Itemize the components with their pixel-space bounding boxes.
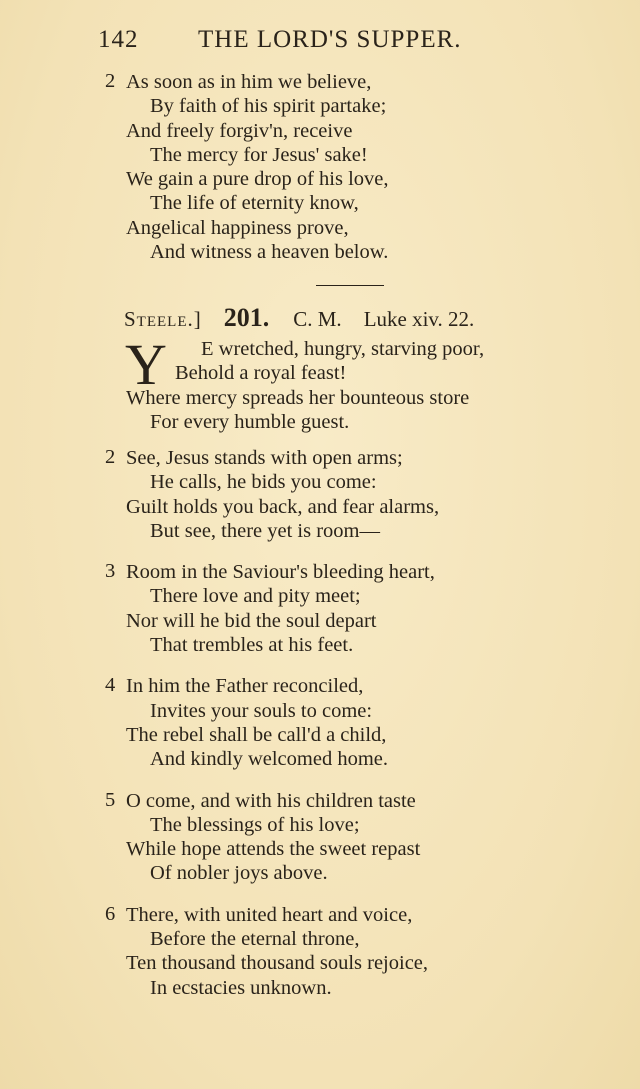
verse-line: O come, and with his children taste bbox=[126, 789, 416, 812]
verse-line: Guilt holds you back, and fear alarms, bbox=[126, 495, 440, 518]
verse-line: Behold a royal feast! bbox=[175, 362, 347, 385]
hymn-heading bbox=[124, 303, 564, 333]
verse-line: The rebel shall be call'd a child, bbox=[126, 723, 387, 746]
verse-line: E wretched, hungry, starving poor, bbox=[201, 338, 485, 360]
verse bbox=[105, 789, 575, 886]
verse-line: Where mercy spreads her bounteous store bbox=[126, 386, 470, 409]
verse-line: And kindly welcomed home. bbox=[150, 748, 388, 771]
verse-number: 6 bbox=[105, 902, 116, 925]
verse-line: He calls, he bids you come: bbox=[150, 471, 377, 494]
verse-line: Invites your souls to come: bbox=[150, 699, 373, 722]
verse-line: Nor will he bid the soul depart bbox=[126, 609, 377, 632]
verse-line: As soon as in him we believe, bbox=[126, 71, 372, 93]
verse-line: See, Jesus stands with open arms; bbox=[126, 447, 403, 469]
running-title: THE LORD'S SUPPER. bbox=[198, 26, 462, 53]
verse-line: There love and pity meet; bbox=[150, 585, 361, 608]
scripture-reference: Luke xiv. 22. bbox=[363, 307, 475, 331]
verse-line: And witness a heaven below. bbox=[150, 241, 389, 264]
verse-previous-hymn bbox=[105, 70, 575, 281]
verse-line: The blessings of his love; bbox=[150, 813, 360, 836]
verse-line: And freely forgiv'n, receive bbox=[126, 119, 353, 142]
section-divider bbox=[316, 285, 384, 286]
hymn-author: Steele.] bbox=[124, 307, 202, 331]
verse-line: In him the Father reconciled, bbox=[126, 675, 364, 698]
verse-line: The life of eternity know, bbox=[150, 192, 359, 215]
verse bbox=[105, 903, 575, 1000]
verse-line: Angelical happiness prove, bbox=[126, 216, 349, 239]
verse-1 bbox=[105, 332, 485, 434]
drop-cap: Y bbox=[125, 332, 167, 397]
verse-line: In ecstacies unknown. bbox=[150, 976, 332, 999]
page-number: 142 bbox=[98, 26, 139, 53]
verse-number: 5 bbox=[105, 788, 116, 811]
verse-number: 2 bbox=[105, 70, 116, 92]
verse-line: There, with united heart and voice, bbox=[126, 903, 413, 926]
hymn-number: 201. bbox=[223, 303, 270, 332]
verse-line: But see, there yet is room— bbox=[150, 519, 381, 542]
verse-line: Of nobler joys above. bbox=[150, 862, 328, 885]
verse-line: That trembles at his feet. bbox=[150, 634, 354, 657]
verse-line: We gain a pure drop of his love, bbox=[126, 168, 389, 191]
verse-line: Before the eternal throne, bbox=[150, 928, 360, 951]
verse-number: 2 bbox=[105, 446, 116, 468]
verse-line: While hope attends the sweet repast bbox=[126, 838, 421, 861]
verse bbox=[105, 560, 575, 657]
hymn-verses bbox=[105, 446, 575, 1017]
verse bbox=[105, 674, 575, 771]
verse-number: 3 bbox=[105, 560, 116, 583]
hymn-meter: C. M. bbox=[293, 307, 342, 331]
verse-line: The mercy for Jesus' sake! bbox=[150, 143, 368, 166]
verse-number: 4 bbox=[105, 674, 116, 697]
verse-line: For every humble guest. bbox=[150, 410, 350, 433]
verse-line: Room in the Saviour's bleeding heart, bbox=[126, 561, 435, 584]
verse bbox=[105, 70, 575, 264]
verse-line: Ten thousand thousand souls rejoice, bbox=[126, 952, 429, 975]
verse bbox=[105, 446, 575, 543]
verse-line: By faith of his spirit partake; bbox=[150, 95, 387, 118]
